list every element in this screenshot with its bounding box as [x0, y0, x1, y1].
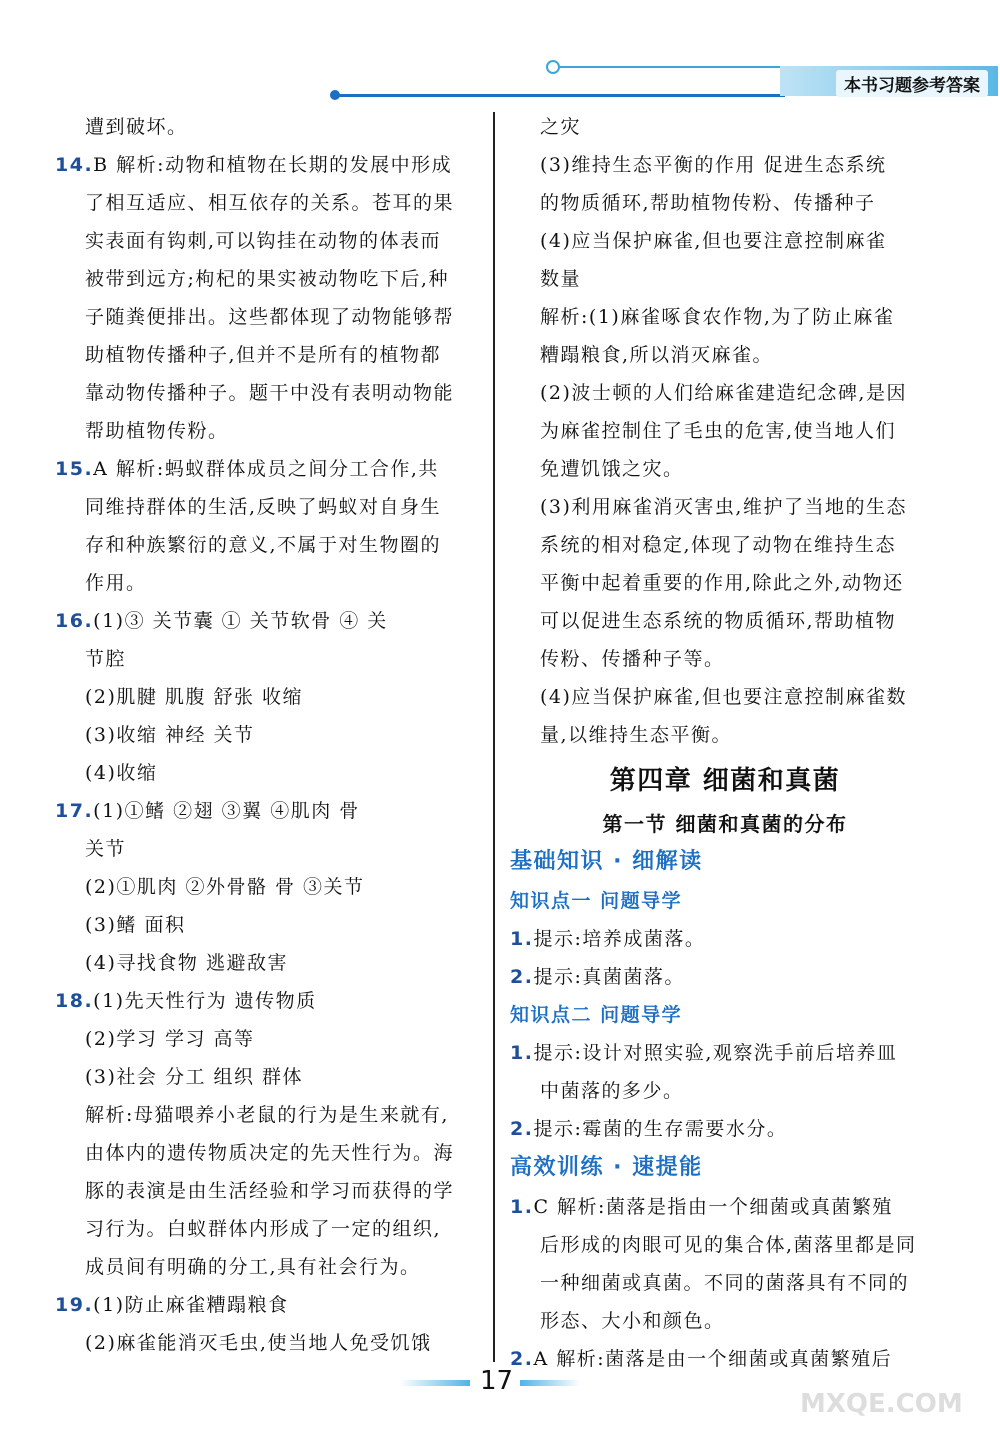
line-text: 后形成的肉眼可见的集合体,菌落里都是同 — [540, 1234, 917, 1256]
line-text: 第一节 细菌和真菌的分布 — [602, 812, 848, 836]
left-line — [55, 488, 485, 526]
right-line — [510, 336, 940, 374]
header-dot — [330, 90, 340, 100]
line-text: 的物质循环,帮助植物传粉、传播种子 — [540, 192, 876, 214]
left-line — [55, 374, 485, 412]
header-line-top — [555, 66, 785, 68]
line-text: B 解析:动物和植物在长期的发展中形成 — [93, 154, 453, 176]
right-line — [510, 640, 940, 678]
line-text: 第四章 细菌和真菌 — [609, 766, 841, 796]
line-text: 实表面有钩刺,可以钩挂在动物的体表而 — [85, 230, 442, 252]
left-line — [55, 298, 485, 336]
line-text: (1)防止麻雀糟蹋粮食 — [93, 1294, 289, 1316]
footer-bar-left — [400, 1380, 470, 1386]
right-line — [510, 678, 940, 716]
line-text: (2)①肌肉 ②外骨骼 骨 ③关节 — [85, 876, 365, 898]
line-text: 作用。 — [85, 572, 147, 594]
left-line — [55, 678, 485, 716]
header-title: 本书习题参考答案 — [836, 70, 988, 97]
right-line — [510, 298, 940, 336]
question-number: 14. — [55, 154, 94, 176]
right-line — [510, 1110, 940, 1148]
left-line — [55, 1210, 485, 1248]
line-text: 传粉、传播种子等。 — [540, 648, 725, 670]
line-text: A 解析:蚂蚁群体成员之间分工合作,共 — [93, 458, 439, 480]
right-line — [510, 488, 940, 526]
line-text: (4)应当保护麻雀,但也要注意控制麻雀数 — [540, 686, 907, 708]
line-text: (3)社会 分工 组织 群体 — [85, 1066, 304, 1088]
left-line — [55, 222, 485, 260]
line-text: (2)麻雀能消灭毛虫,使当地人免受饥饿 — [85, 1332, 432, 1354]
left-line — [55, 602, 485, 640]
right-line — [510, 1034, 940, 1072]
right-line — [510, 958, 940, 996]
line-text: 助植物传播种子,但并不是所有的植物都 — [85, 344, 442, 366]
line-text: 子随粪便排出。这些都体现了动物能够帮 — [85, 306, 455, 328]
line-text: (2)波士顿的人们给麻雀建造纪念碑,是因 — [540, 382, 907, 404]
line-text: (1)先天性行为 遗传物质 — [93, 990, 317, 1012]
line-text: 同维持群体的生活,反映了蚂蚁对自身生 — [85, 496, 442, 518]
line-text: 糟蹋粮食,所以消灭麻雀。 — [540, 344, 774, 366]
page-number: 17 — [480, 1366, 514, 1396]
left-line — [55, 1096, 485, 1134]
line-text: (3)鳍 面积 — [85, 914, 186, 936]
right-line — [510, 806, 940, 842]
question-number: 19. — [55, 1294, 94, 1316]
line-text: 了相互适应、相互依存的关系。苍耳的果 — [85, 192, 455, 214]
left-line — [55, 1248, 485, 1286]
question-number: 2. — [510, 966, 534, 988]
left-line — [55, 336, 485, 374]
right-line — [510, 146, 940, 184]
left-line — [55, 146, 485, 184]
right-line — [510, 602, 940, 640]
left-line — [55, 564, 485, 602]
right-line — [510, 842, 940, 882]
left-line — [55, 906, 485, 944]
left-line — [55, 412, 485, 450]
line-text: (3)利用麻雀消灭害虫,维护了当地的生态 — [540, 496, 907, 518]
left-line — [55, 716, 485, 754]
question-number: 2. — [510, 1118, 534, 1140]
line-text: C 解析:菌落是指由一个细菌或真菌繁殖 — [533, 1196, 893, 1218]
line-text: 提示:设计对照实验,观察洗手前后培养皿 — [533, 1042, 898, 1064]
left-line — [55, 184, 485, 222]
left-line — [55, 108, 485, 146]
right-line — [510, 184, 940, 222]
line-text: 数量 — [540, 268, 582, 290]
line-text: 解析:母猫喂养小老鼠的行为是生来就有, — [85, 1104, 449, 1126]
right-line — [510, 526, 940, 564]
line-text: (3)收缩 神经 关节 — [85, 724, 255, 746]
right-column — [510, 108, 940, 1378]
header-tab — [780, 66, 998, 96]
header-circle — [546, 60, 560, 74]
right-line — [510, 222, 940, 260]
line-text: A 解析:菌落是由一个细菌或真菌繁殖后 — [533, 1348, 893, 1370]
line-text: 知识点一 问题导学 — [510, 890, 683, 912]
line-text: (1)①鳍 ②翅 ③翼 ④肌肉 骨 — [93, 800, 360, 822]
line-text: 存和种族繁衍的意义,不属于对生物圈的 — [85, 534, 442, 556]
left-line — [55, 830, 485, 868]
line-text: (4)应当保护麻雀,但也要注意控制麻雀 — [540, 230, 887, 252]
right-line — [510, 1226, 940, 1264]
right-line — [510, 450, 940, 488]
line-text: 豚的表演是由生活经验和学习而获得的学 — [85, 1180, 455, 1202]
line-text: 中菌落的多少。 — [540, 1080, 684, 1102]
line-text: 知识点二 问题导学 — [510, 1004, 683, 1026]
left-line — [55, 868, 485, 906]
line-text: 靠动物传播种子。题干中没有表明动物能 — [85, 382, 455, 404]
right-line — [510, 108, 940, 146]
left-line — [55, 1286, 485, 1324]
line-text: (1)③ 关节囊 ① 关节软骨 ④ 关 — [93, 610, 388, 632]
right-line — [510, 882, 940, 920]
right-line — [510, 756, 940, 806]
question-number: 1. — [510, 1196, 534, 1218]
right-line — [510, 1302, 940, 1340]
footer-bar-right — [520, 1380, 580, 1386]
line-text: 为麻雀控制住了毛虫的危害,使当地人们 — [540, 420, 897, 442]
line-text: 一种细菌或真菌。不同的菌落具有不同的 — [540, 1272, 910, 1294]
line-text: 关节 — [85, 838, 127, 860]
right-line — [510, 1264, 940, 1302]
question-number: 2. — [510, 1348, 534, 1370]
right-line — [510, 1188, 940, 1226]
left-column — [55, 108, 485, 1362]
line-text: 节腔 — [85, 648, 127, 670]
right-line — [510, 564, 940, 602]
line-text: 免遭饥饿之灾。 — [540, 458, 684, 480]
left-line — [55, 944, 485, 982]
header-line-bottom — [335, 94, 785, 97]
line-text: 提示:真菌菌落。 — [533, 966, 685, 988]
left-line — [55, 1058, 485, 1096]
question-number: 15. — [55, 458, 94, 480]
question-number: 18. — [55, 990, 94, 1012]
line-text: (4)寻找食物 逃避敌害 — [85, 952, 288, 974]
line-text: 系统的相对稳定,体现了动物在维持生态 — [540, 534, 897, 556]
left-line — [55, 792, 485, 830]
line-text: 由体内的遗传物质决定的先天性行为。海 — [85, 1142, 455, 1164]
left-line — [55, 982, 485, 1020]
line-text: (2)肌腱 肌腹 舒张 收缩 — [85, 686, 304, 708]
line-text: (4)收缩 — [85, 762, 158, 784]
line-text: 基础知识 · 细解读 — [510, 849, 703, 874]
right-line — [510, 1148, 940, 1188]
left-line — [55, 526, 485, 564]
left-line — [55, 640, 485, 678]
line-text: 解析:(1)麻雀啄食农作物,为了防止麻雀 — [540, 306, 895, 328]
column-divider — [493, 112, 495, 1362]
line-text: 之灾 — [540, 116, 582, 138]
question-number: 16. — [55, 610, 94, 632]
line-text: 提示:霉菌的生存需要水分。 — [533, 1118, 788, 1140]
line-text: 提示:培养成菌落。 — [533, 928, 706, 950]
watermark-text: MXQE.COM — [800, 1389, 963, 1419]
left-line — [55, 450, 485, 488]
left-line — [55, 1172, 485, 1210]
question-number: 1. — [510, 1042, 534, 1064]
line-text: 高效训练 · 速提能 — [510, 1155, 703, 1180]
right-line — [510, 374, 940, 412]
line-text: 形态、大小和颜色。 — [540, 1310, 725, 1332]
left-line — [55, 260, 485, 298]
left-line — [55, 1020, 485, 1058]
watermark — [780, 1345, 990, 1425]
left-line — [55, 1134, 485, 1172]
right-line — [510, 412, 940, 450]
line-text: 习行为。白蚁群体内形成了一定的组织, — [85, 1218, 442, 1240]
line-text: 被带到远方;枸杞的果实被动物吃下后,种 — [85, 268, 449, 290]
question-number: 1. — [510, 928, 534, 950]
line-text: 遭到破坏。 — [85, 116, 188, 138]
right-line — [510, 996, 940, 1034]
right-line — [510, 920, 940, 958]
right-line — [510, 260, 940, 298]
right-line — [510, 716, 940, 754]
line-text: (3)维持生态平衡的作用 促进生态系统 — [540, 154, 887, 176]
line-text: 可以促进生态系统的物质循环,帮助植物 — [540, 610, 897, 632]
left-line — [55, 754, 485, 792]
line-text: (2)学习 学习 高等 — [85, 1028, 255, 1050]
line-text: 平衡中起着重要的作用,除此之外,动物还 — [540, 572, 904, 594]
line-text: 量,以维持生态平衡。 — [540, 724, 733, 746]
right-line — [510, 1072, 940, 1110]
line-text: 成员间有明确的分工,具有社会行为。 — [85, 1256, 421, 1278]
line-text: 帮助植物传粉。 — [85, 420, 229, 442]
left-line — [55, 1324, 485, 1362]
question-number: 17. — [55, 800, 94, 822]
